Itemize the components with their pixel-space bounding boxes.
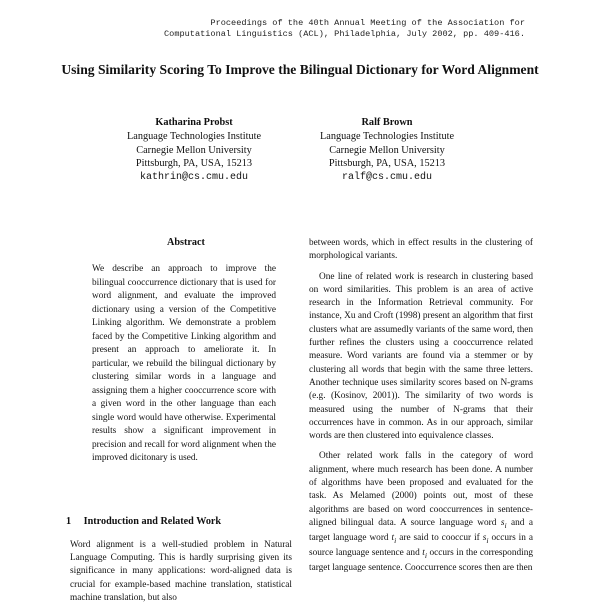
abstract-heading: Abstract: [167, 237, 205, 248]
right-column: [309, 237, 533, 583]
author-university: Carnegie Mellon University: [329, 144, 445, 156]
section-1-heading: [66, 515, 221, 528]
author-email: ralf@cs.cmu.edu: [341, 172, 432, 184]
author-name: Ralf Brown: [361, 117, 413, 128]
author-name: Katharina Probst: [155, 117, 233, 128]
proceedings-line-2: Computational Linguistics (ACL), Philadelphia, July 2002, pp. 409-416.: [164, 29, 525, 39]
section-number: 1: [66, 516, 72, 527]
section-1-text: Word alignment is a well-studied problem in Natural Language Computing. This is hardly surprising given its significance in many applications: word-aligned data is crucial for example-based machine translation, statistical machine translation, but also: [70, 540, 292, 603]
paragraph-word-alignment: Other related work falls in the category of word alignment, where much research has been done. A number of algorithms have been proposed and evaluated for the task. As Melamed (2000) points out, most of these algorithms are based on word cooccurrences in sentence-aligned bilingual data. A source language word $s_i$ and a target language word $t_i$ are said to cooccur if $s_i$ occurs in a source language sentence and $t_i$ occurs in the corresponding target language sentence. Cooccurrence scores then are then: [309, 451, 534, 574]
author-institute: Language Technologies Institute: [126, 130, 262, 142]
paper-title: Using Similarity Scoring To Improve the Bilingual Dictionary for Word Alignment: [61, 62, 539, 77]
paragraph-clustering: One line of related work is research in clustering based on word similarities. This problem is an area of active research in the Information Retrieval community. For instance, Xu and Croft (1998) present an algorithm that first clusters what are assumedly variants of the same word, then further refines the clusters using a cooccurrence related measure. Word variants are found via a stemmer or by clustering all words that begin with the same three letters. Another technique uses similarity scores based on N-grams (e.g. (Kosinov, 2001)). The similarity of two words is measured using the number of N-grams that their occurrences have in common. As in our approach, similar words are then clustered into equivalence classes.: [309, 271, 533, 442]
proceedings-header: [105, 18, 525, 40]
paragraph-continuation: between words, which in effect results in the clustering of morphological variants.: [309, 238, 533, 262]
abstract-text: We describe an approach to improve the bilingual cooccurrence dictionary that is used for word alignment, and evaluate the improved dictionary using a version of the Competitive Linking algorithm. We demonstrate a problem faced by the Competitive Linking algorithm and present an approach to ameliorate it. In particular, we rebuild the bilingual dictionary by clustering similar words in a language and assigning them a higher cooccurrence score with a given word in the other language than each single word would have otherwise. Experimental results show a significant improvement in precision and recall for word alignment when the improved dicitonary is used.: [92, 264, 276, 463]
author-block-1: [104, 116, 284, 185]
author-block-2: [297, 116, 477, 185]
section-title: Introduction and Related Work: [83, 516, 222, 527]
author-address: Pittsburgh, PA, USA, 15213: [135, 158, 253, 170]
author-institute: Language Technologies Institute: [319, 130, 455, 142]
proceedings-line-1: Proceedings of the 40th Annual Meeting of the Association for: [210, 18, 525, 28]
author-email: kathrin@cs.cmu.edu: [139, 172, 249, 184]
author-university: Carnegie Mellon University: [136, 144, 252, 156]
author-address: Pittsburgh, PA, USA, 15213: [328, 158, 446, 170]
